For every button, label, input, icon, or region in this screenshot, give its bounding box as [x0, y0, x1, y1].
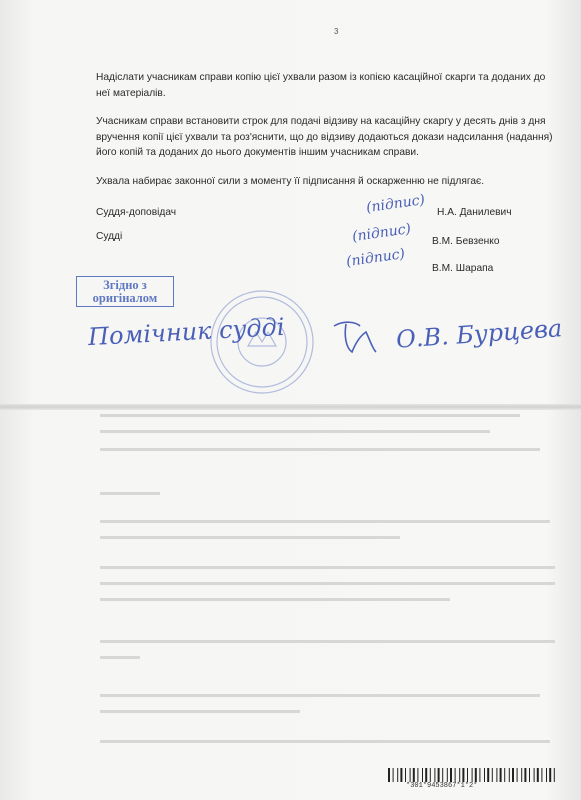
- label-judges: Судді: [96, 231, 123, 242]
- judge-name-2: В.М. Бевзенко: [432, 236, 500, 247]
- paragraph-effective: Ухвала набирає законної сили з моменту її підписання й оскарженню не підлягає.: [96, 176, 485, 187]
- signature-note-3: (підпис): [345, 245, 406, 271]
- barcode-icon: [388, 768, 556, 782]
- assistant-signature-icon: [330, 318, 380, 358]
- label-reporting-judge: Суддя-доповідач: [96, 207, 177, 218]
- signature-note-1: (підпис): [365, 191, 426, 217]
- barcode-text: *301*9453867*1*2*: [406, 782, 478, 790]
- stamp-line-2: оригіналом: [92, 291, 158, 305]
- judge-name-3: В.М. Шарапа: [432, 263, 494, 274]
- certification-name: О.В. Бурцева: [395, 314, 564, 354]
- paragraph-response-deadline: Учасникам справи встановити строк для подачі відзиву на касаційну скаргу у десять днів з дня вручення копії цієї ухвали та роз'яснити, що до відзиву додаються докази надсилання (надання) його копій та доданих до нього документів іншим учасникам справи.: [96, 116, 553, 158]
- certification-position: Помічник судді: [87, 312, 286, 352]
- signature-note-2: (підпис): [351, 220, 412, 246]
- bleed-through-text: [0, 410, 581, 800]
- paragraph-send-copy: Надіслати учасникам справи копію цієї ухвали разом із копією касаційної скарги та доданих до неї матеріалів.: [96, 72, 546, 99]
- page-number: 3: [334, 27, 339, 36]
- paper-fold: [0, 404, 581, 410]
- judge-name-1: Н.А. Данилевич: [437, 207, 512, 218]
- copy-stamp: [76, 276, 174, 307]
- stamp-line-1: Згідно з: [103, 278, 147, 292]
